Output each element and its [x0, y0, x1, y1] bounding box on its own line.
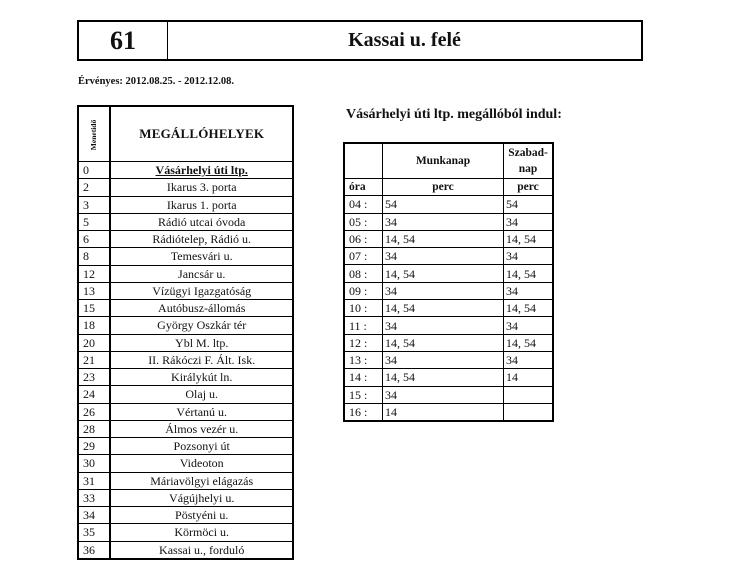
hour-subheader: óra: [344, 179, 383, 196]
hour-header-blank: [344, 143, 383, 179]
departure-hour: 07 :: [344, 248, 383, 265]
departure-hour: 15 :: [344, 386, 383, 403]
stop-name: Ikarus 3. porta: [110, 179, 293, 196]
minutes-column-label: Menetidő: [89, 119, 99, 151]
weekend-minutes: 34: [504, 317, 554, 334]
stop-travel-minutes: 2: [78, 179, 110, 196]
weekend-header: [504, 143, 554, 179]
departure-row: [344, 369, 553, 386]
weekend-minutes: 34: [504, 248, 554, 265]
weekend-header-line1: Szabad-: [508, 147, 548, 159]
stop-name: Autóbusz-állomás: [110, 300, 293, 317]
weekend-minutes: 34: [504, 351, 554, 368]
stop-row: [78, 386, 293, 403]
departure-hour: 13 :: [344, 351, 383, 368]
workday-header: Munkanap: [383, 143, 504, 179]
stop-row: [78, 403, 293, 420]
stop-row: [78, 317, 293, 334]
stop-name: Álmos vezér u.: [110, 420, 293, 437]
minutes-column-header: [78, 106, 110, 162]
departure-table: [343, 142, 554, 422]
departure-row: [344, 196, 553, 213]
stop-travel-minutes: 0: [78, 162, 110, 179]
stop-name: Ybl M. ltp.: [110, 334, 293, 351]
workday-subheader: perc: [383, 179, 504, 196]
stops-table: [77, 105, 294, 560]
stop-travel-minutes: 8: [78, 248, 110, 265]
weekend-minutes: 34: [504, 282, 554, 299]
departure-row: [344, 248, 553, 265]
departure-hour: 14 :: [344, 369, 383, 386]
stop-row: [78, 507, 293, 524]
stop-name: [110, 162, 293, 179]
stop-travel-minutes: 3: [78, 196, 110, 213]
weekend-minutes: 34: [504, 213, 554, 230]
stop-row: [78, 231, 293, 248]
stop-travel-minutes: 12: [78, 265, 110, 282]
stop-name: Vízügyi Igazgatóság: [110, 282, 293, 299]
stop-row: [78, 179, 293, 196]
stop-travel-minutes: 24: [78, 386, 110, 403]
stop-row: [78, 213, 293, 230]
departure-row: [344, 317, 553, 334]
stop-name: Vértanú u.: [110, 403, 293, 420]
stop-name: Olaj u.: [110, 386, 293, 403]
stop-name: II. Rákóczi F. Ált. Isk.: [110, 351, 293, 368]
departure-hour: 11 :: [344, 317, 383, 334]
stop-row: [78, 489, 293, 506]
stop-travel-minutes: 20: [78, 334, 110, 351]
departure-row: [344, 386, 553, 403]
stop-name: Körmöci u.: [110, 524, 293, 541]
workday-minutes: 54: [383, 196, 504, 213]
stop-name: Királykút ln.: [110, 369, 293, 386]
stop-travel-minutes: 6: [78, 231, 110, 248]
route-number: 61: [79, 22, 168, 59]
stop-travel-minutes: 23: [78, 369, 110, 386]
departure-body: [344, 196, 553, 421]
stop-row: [78, 351, 293, 368]
weekend-minutes: 14, 54: [504, 334, 554, 351]
stop-travel-minutes: 31: [78, 472, 110, 489]
departure-row: [344, 213, 553, 230]
stop-travel-minutes: 18: [78, 317, 110, 334]
stop-name: Videoton: [110, 455, 293, 472]
departure-hour: 08 :: [344, 265, 383, 282]
stop-travel-minutes: 13: [78, 282, 110, 299]
departure-hour: 05 :: [344, 213, 383, 230]
stop-travel-minutes: 26: [78, 403, 110, 420]
stop-name: György Oszkár tér: [110, 317, 293, 334]
workday-minutes: 14, 54: [383, 334, 504, 351]
stop-travel-minutes: 29: [78, 438, 110, 455]
stop-row: [78, 438, 293, 455]
stop-row: [78, 162, 293, 179]
stop-travel-minutes: 15: [78, 300, 110, 317]
weekend-minutes: 14: [504, 369, 554, 386]
route-direction: Kassai u. felé: [348, 29, 461, 51]
workday-minutes: 34: [383, 351, 504, 368]
stop-travel-minutes: 30: [78, 455, 110, 472]
workday-minutes: 34: [383, 213, 504, 230]
departure-row: [344, 334, 553, 351]
route-header: [77, 20, 643, 61]
schedule-title: Vásárhelyi úti ltp. megállóból indul:: [346, 107, 562, 122]
stop-name: Pöstyéni u.: [110, 507, 293, 524]
workday-minutes: 14, 54: [383, 230, 504, 247]
stop-travel-minutes: 28: [78, 420, 110, 437]
stop-travel-minutes: 35: [78, 524, 110, 541]
workday-minutes: 14, 54: [383, 265, 504, 282]
workday-minutes: 34: [383, 386, 504, 403]
departure-hour: 09 :: [344, 282, 383, 299]
stop-name: Pozsonyi út: [110, 438, 293, 455]
departure-hour: 04 :: [344, 196, 383, 213]
stops-column-header: MEGÁLLÓHELYEK: [110, 106, 293, 162]
departure-subheader-row: [344, 179, 553, 196]
workday-minutes: 34: [383, 317, 504, 334]
stop-row: [78, 196, 293, 213]
stop-travel-minutes: 36: [78, 541, 110, 559]
weekend-subheader: perc: [504, 179, 554, 196]
origin-stop-name: Vásárhelyi úti ltp.: [155, 163, 248, 178]
workday-minutes: 34: [383, 282, 504, 299]
departure-row: [344, 230, 553, 247]
stop-travel-minutes: 21: [78, 351, 110, 368]
stop-row: [78, 472, 293, 489]
stop-name: Vágújhelyi u.: [110, 489, 293, 506]
weekend-minutes: 14, 54: [504, 230, 554, 247]
validity-period: Érvényes: 2012.08.25. - 2012.12.08.: [78, 76, 235, 87]
departure-hour: 16 :: [344, 403, 383, 421]
weekend-minutes: 54: [504, 196, 554, 213]
stop-row: [78, 455, 293, 472]
stop-name: Máriavölgyi elágazás: [110, 472, 293, 489]
weekend-minutes: [504, 386, 554, 403]
stop-row: [78, 248, 293, 265]
stop-row: [78, 541, 293, 559]
stop-name: Jancsár u.: [110, 265, 293, 282]
departure-header-row: [344, 143, 553, 179]
weekend-minutes: 14, 54: [504, 265, 554, 282]
departure-hour: 10 :: [344, 300, 383, 317]
stop-travel-minutes: 5: [78, 213, 110, 230]
stop-row: [78, 369, 293, 386]
weekend-minutes: 14, 54: [504, 300, 554, 317]
stop-row: [78, 282, 293, 299]
stop-row: [78, 300, 293, 317]
stop-travel-minutes: 33: [78, 489, 110, 506]
departure-row: [344, 351, 553, 368]
stop-name: Rádiótelep, Rádió u.: [110, 231, 293, 248]
stops-header-row: [78, 106, 293, 162]
stop-row: [78, 524, 293, 541]
stops-body: [78, 162, 293, 559]
departure-row: [344, 265, 553, 282]
departure-hour: 12 :: [344, 334, 383, 351]
workday-minutes: 14: [383, 403, 504, 421]
stop-row: [78, 265, 293, 282]
departure-row: [344, 300, 553, 317]
weekend-header-line2: nap: [518, 163, 538, 175]
workday-minutes: 34: [383, 248, 504, 265]
departure-hour: 06 :: [344, 230, 383, 247]
stop-name: Rádió utcai óvoda: [110, 213, 293, 230]
stop-name: Kassai u., forduló: [110, 541, 293, 559]
departure-row: [344, 282, 553, 299]
stop-name: Temesvári u.: [110, 248, 293, 265]
weekend-minutes: [504, 403, 554, 421]
stop-row: [78, 420, 293, 437]
departure-row: [344, 403, 553, 421]
stop-name: Ikarus 1. porta: [110, 196, 293, 213]
workday-minutes: 14, 54: [383, 300, 504, 317]
workday-minutes: 14, 54: [383, 369, 504, 386]
stop-row: [78, 334, 293, 351]
stop-travel-minutes: 34: [78, 507, 110, 524]
